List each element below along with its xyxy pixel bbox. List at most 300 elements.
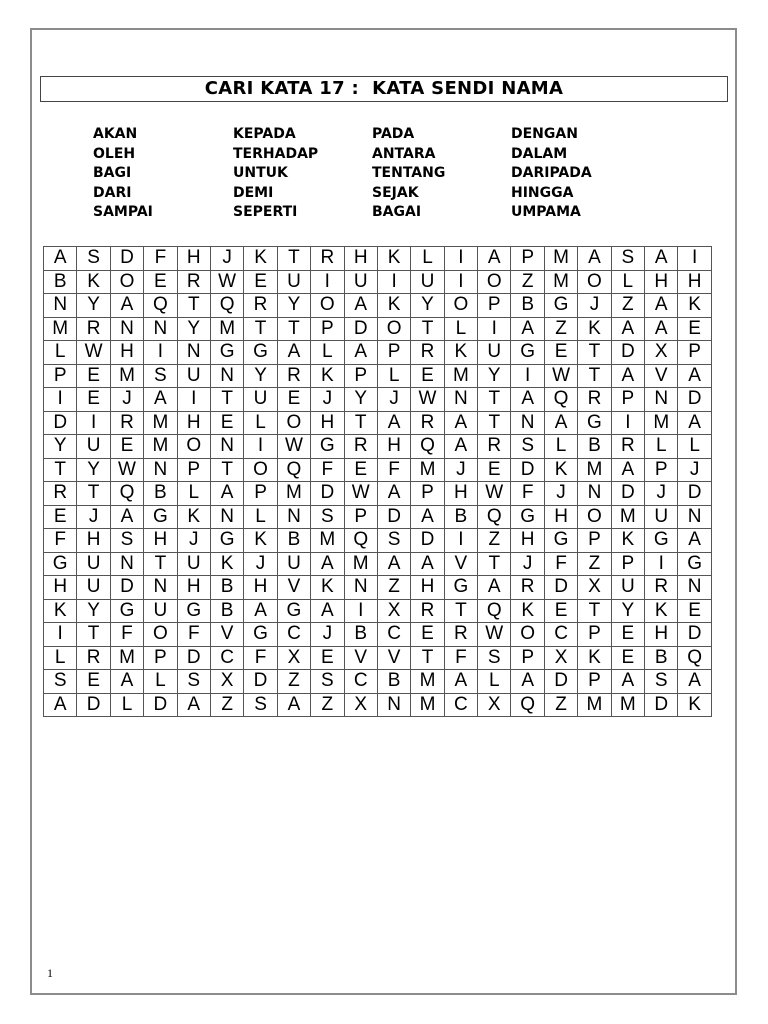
grid-cell: A bbox=[344, 341, 377, 365]
grid-cell: K bbox=[44, 599, 77, 623]
grid-cell: Y bbox=[77, 458, 110, 482]
grid-cell: R bbox=[444, 623, 477, 647]
grid-cell: E bbox=[44, 505, 77, 529]
grid-cell: P bbox=[611, 388, 644, 412]
grid-cell: A bbox=[44, 247, 77, 271]
grid-cell: L bbox=[110, 693, 143, 717]
grid-cell: K bbox=[444, 341, 477, 365]
grid-cell: A bbox=[611, 317, 644, 341]
grid-cell: K bbox=[77, 270, 110, 294]
grid-cell: Z bbox=[544, 317, 577, 341]
grid-cell: M bbox=[144, 435, 177, 459]
grid-cell: T bbox=[411, 646, 444, 670]
grid-cell: W bbox=[411, 388, 444, 412]
grid-cell: H bbox=[77, 529, 110, 553]
grid-cell: W bbox=[544, 364, 577, 388]
grid-cell: O bbox=[478, 270, 511, 294]
grid-cell: E bbox=[244, 270, 277, 294]
grid-cell: Y bbox=[244, 364, 277, 388]
grid-cell: I bbox=[444, 270, 477, 294]
grid-cell: Q bbox=[544, 388, 577, 412]
grid-cell: T bbox=[578, 599, 611, 623]
grid-cell: N bbox=[144, 458, 177, 482]
grid-cell: P bbox=[578, 529, 611, 553]
grid-cell: D bbox=[411, 529, 444, 553]
page-title: CARI KATA 17 : KATA SENDI NAMA bbox=[40, 76, 728, 102]
grid-cell: S bbox=[311, 505, 344, 529]
grid-cell: L bbox=[244, 505, 277, 529]
grid-cell: K bbox=[377, 294, 410, 318]
grid-cell: C bbox=[444, 693, 477, 717]
grid-cell: A bbox=[444, 670, 477, 694]
grid-cell: Y bbox=[611, 599, 644, 623]
word-item: SEPERTI bbox=[233, 204, 298, 220]
grid-cell: N bbox=[578, 482, 611, 506]
grid-cell: H bbox=[177, 247, 210, 271]
grid-cell: R bbox=[177, 270, 210, 294]
grid-row bbox=[44, 317, 712, 341]
grid-row bbox=[44, 411, 712, 435]
grid-cell: U bbox=[177, 552, 210, 576]
grid-cell: X bbox=[210, 670, 243, 694]
grid-row bbox=[44, 646, 712, 670]
grid-cell: S bbox=[478, 646, 511, 670]
grid-cell: F bbox=[377, 458, 410, 482]
grid-cell: M bbox=[645, 411, 678, 435]
grid-cell: P bbox=[377, 341, 410, 365]
grid-cell: L bbox=[244, 411, 277, 435]
grid-row bbox=[44, 623, 712, 647]
grid-cell: E bbox=[344, 458, 377, 482]
grid-cell: U bbox=[478, 341, 511, 365]
grid-cell: P bbox=[177, 458, 210, 482]
grid-cell: D bbox=[645, 693, 678, 717]
grid-cell: B bbox=[377, 670, 410, 694]
grid-cell: T bbox=[77, 623, 110, 647]
grid-cell: A bbox=[311, 552, 344, 576]
grid-cell: L bbox=[177, 482, 210, 506]
grid-cell: C bbox=[210, 646, 243, 670]
grid-cell: H bbox=[678, 270, 711, 294]
grid-cell: I bbox=[645, 552, 678, 576]
grid-cell: R bbox=[77, 646, 110, 670]
grid-cell: V bbox=[344, 646, 377, 670]
grid-cell: B bbox=[645, 646, 678, 670]
grid-cell: I bbox=[478, 317, 511, 341]
grid-cell: Z bbox=[544, 693, 577, 717]
grid-cell: W bbox=[210, 270, 243, 294]
grid-cell: Z bbox=[311, 693, 344, 717]
grid-cell: M bbox=[110, 364, 143, 388]
grid-cell: E bbox=[411, 623, 444, 647]
grid-cell: H bbox=[311, 411, 344, 435]
grid-cell: N bbox=[645, 388, 678, 412]
grid-cell: P bbox=[578, 623, 611, 647]
grid-cell: J bbox=[544, 482, 577, 506]
grid-cell: B bbox=[44, 270, 77, 294]
grid-cell: P bbox=[411, 482, 444, 506]
grid-cell: I bbox=[77, 411, 110, 435]
grid-cell: A bbox=[645, 247, 678, 271]
word-item: HINGGA bbox=[511, 184, 574, 201]
grid-cell: J bbox=[511, 552, 544, 576]
grid-cell: D bbox=[611, 341, 644, 365]
grid-cell: D bbox=[544, 670, 577, 694]
grid-cell: M bbox=[611, 505, 644, 529]
grid-cell: J bbox=[177, 529, 210, 553]
grid-cell: R bbox=[611, 435, 644, 459]
grid-cell: Z bbox=[511, 270, 544, 294]
grid-cell: Q bbox=[144, 294, 177, 318]
grid-cell: T bbox=[411, 317, 444, 341]
grid-cell: U bbox=[645, 505, 678, 529]
word-item: DENGAN bbox=[511, 126, 578, 142]
grid-cell: J bbox=[678, 458, 711, 482]
grid-cell: N bbox=[678, 505, 711, 529]
grid-cell: O bbox=[377, 317, 410, 341]
grid-cell: S bbox=[311, 670, 344, 694]
grid-cell: A bbox=[511, 670, 544, 694]
grid-cell: A bbox=[377, 411, 410, 435]
grid-cell: O bbox=[144, 623, 177, 647]
grid-cell: M bbox=[144, 411, 177, 435]
grid-cell: P bbox=[344, 364, 377, 388]
grid-cell: B bbox=[144, 482, 177, 506]
grid-cell: E bbox=[77, 364, 110, 388]
grid-cell: O bbox=[578, 270, 611, 294]
grid-cell: Q bbox=[478, 599, 511, 623]
grid-cell: D bbox=[344, 317, 377, 341]
grid-cell: X bbox=[578, 576, 611, 600]
grid-cell: V bbox=[645, 364, 678, 388]
grid-cell: G bbox=[511, 505, 544, 529]
grid-cell: F bbox=[144, 247, 177, 271]
grid-cell: K bbox=[244, 529, 277, 553]
grid-cell: A bbox=[478, 576, 511, 600]
grid-cell: G bbox=[210, 341, 243, 365]
grid-cell: E bbox=[678, 317, 711, 341]
word-column-3 bbox=[372, 125, 445, 223]
grid-cell: F bbox=[244, 646, 277, 670]
grid-cell: S bbox=[511, 435, 544, 459]
grid-cell: H bbox=[411, 576, 444, 600]
grid-cell: H bbox=[377, 435, 410, 459]
grid-cell: X bbox=[344, 693, 377, 717]
word-list bbox=[93, 125, 693, 225]
word-item: SAMPAI bbox=[93, 204, 153, 220]
grid-row bbox=[44, 576, 712, 600]
grid-cell: K bbox=[678, 294, 711, 318]
grid-cell: M bbox=[544, 247, 577, 271]
grid-cell: N bbox=[377, 693, 410, 717]
word-column-2 bbox=[233, 125, 318, 223]
grid-cell: G bbox=[177, 599, 210, 623]
grid-cell: Y bbox=[77, 294, 110, 318]
grid-cell: Y bbox=[277, 294, 310, 318]
word-item: BAGAI bbox=[372, 204, 422, 220]
grid-cell: A bbox=[678, 411, 711, 435]
grid-cell: G bbox=[511, 341, 544, 365]
grid-cell: I bbox=[444, 247, 477, 271]
grid-cell: M bbox=[578, 458, 611, 482]
grid-cell: M bbox=[611, 693, 644, 717]
grid-row bbox=[44, 341, 712, 365]
grid-cell: D bbox=[511, 458, 544, 482]
grid-cell: Z bbox=[478, 529, 511, 553]
grid-cell: O bbox=[177, 435, 210, 459]
grid-cell: O bbox=[244, 458, 277, 482]
grid-cell: W bbox=[478, 623, 511, 647]
grid-cell: M bbox=[210, 317, 243, 341]
word-item: SEJAK bbox=[372, 184, 419, 201]
grid-cell: J bbox=[311, 388, 344, 412]
grid-cell: U bbox=[244, 388, 277, 412]
grid-cell: W bbox=[478, 482, 511, 506]
grid-row bbox=[44, 529, 712, 553]
grid-cell: E bbox=[77, 670, 110, 694]
grid-cell: I bbox=[611, 411, 644, 435]
grid-cell: A bbox=[44, 693, 77, 717]
grid-cell: Q bbox=[478, 505, 511, 529]
grid-cell: R bbox=[645, 576, 678, 600]
grid-cell: P bbox=[511, 646, 544, 670]
grid-cell: Q bbox=[277, 458, 310, 482]
grid-cell: J bbox=[645, 482, 678, 506]
grid-cell: G bbox=[645, 529, 678, 553]
grid-cell: L bbox=[645, 435, 678, 459]
grid-cell: M bbox=[411, 670, 444, 694]
grid-cell: T bbox=[244, 317, 277, 341]
grid-cell: Z bbox=[611, 294, 644, 318]
grid-cell: C bbox=[277, 623, 310, 647]
grid-cell: H bbox=[177, 411, 210, 435]
grid-cell: R bbox=[277, 364, 310, 388]
grid-cell: N bbox=[444, 388, 477, 412]
grid-cell: D bbox=[177, 646, 210, 670]
grid-cell: D bbox=[110, 247, 143, 271]
grid-cell: T bbox=[344, 411, 377, 435]
grid-cell: N bbox=[210, 364, 243, 388]
grid-cell: J bbox=[210, 247, 243, 271]
grid-cell: Q bbox=[678, 646, 711, 670]
grid-cell: Y bbox=[478, 364, 511, 388]
word-item: DALAM bbox=[511, 145, 568, 162]
grid-cell: K bbox=[377, 247, 410, 271]
grid-cell: Q bbox=[411, 435, 444, 459]
grid-cell: A bbox=[277, 693, 310, 717]
grid-cell: P bbox=[511, 247, 544, 271]
grid-cell: P bbox=[244, 482, 277, 506]
grid-cell: D bbox=[544, 576, 577, 600]
grid-cell: A bbox=[411, 552, 444, 576]
grid-cell: D bbox=[77, 693, 110, 717]
grid-cell: U bbox=[411, 270, 444, 294]
grid-cell: A bbox=[444, 411, 477, 435]
word-item: TENTANG bbox=[372, 165, 446, 181]
grid-cell: L bbox=[611, 270, 644, 294]
grid-cell: D bbox=[678, 623, 711, 647]
grid-row bbox=[44, 388, 712, 412]
grid-cell: M bbox=[444, 364, 477, 388]
grid-cell: U bbox=[77, 552, 110, 576]
grid-cell: Y bbox=[411, 294, 444, 318]
grid-cell: T bbox=[277, 317, 310, 341]
grid-cell: S bbox=[144, 364, 177, 388]
grid-cell: F bbox=[177, 623, 210, 647]
grid-cell: S bbox=[110, 529, 143, 553]
grid-cell: A bbox=[511, 317, 544, 341]
grid-row bbox=[44, 552, 712, 576]
grid-cell: K bbox=[578, 317, 611, 341]
grid-cell: Q bbox=[210, 294, 243, 318]
grid-cell: M bbox=[344, 552, 377, 576]
grid-cell: H bbox=[645, 623, 678, 647]
grid-cell: I bbox=[311, 270, 344, 294]
word-item: UNTUK bbox=[233, 165, 288, 181]
grid-cell: B bbox=[344, 623, 377, 647]
grid-cell: H bbox=[511, 529, 544, 553]
grid-cell: G bbox=[311, 435, 344, 459]
grid-cell: H bbox=[344, 247, 377, 271]
grid-cell: H bbox=[144, 529, 177, 553]
grid-cell: J bbox=[244, 552, 277, 576]
grid-cell: A bbox=[277, 341, 310, 365]
grid-cell: T bbox=[77, 482, 110, 506]
grid-cell: A bbox=[210, 482, 243, 506]
grid-cell: I bbox=[244, 435, 277, 459]
grid-cell: A bbox=[311, 599, 344, 623]
word-item: UMPAMA bbox=[511, 204, 581, 220]
grid-cell: G bbox=[110, 599, 143, 623]
grid-row bbox=[44, 294, 712, 318]
grid-cell: I bbox=[511, 364, 544, 388]
grid-cell: T bbox=[44, 458, 77, 482]
grid-cell: K bbox=[311, 364, 344, 388]
grid-cell: R bbox=[578, 388, 611, 412]
grid-cell: S bbox=[611, 247, 644, 271]
grid-cell: J bbox=[578, 294, 611, 318]
grid-cell: A bbox=[478, 247, 511, 271]
grid-cell: L bbox=[377, 364, 410, 388]
grid-cell: M bbox=[110, 646, 143, 670]
grid-cell: E bbox=[210, 411, 243, 435]
grid-cell: E bbox=[544, 341, 577, 365]
grid-cell: U bbox=[277, 270, 310, 294]
grid-cell: N bbox=[144, 576, 177, 600]
grid-cell: E bbox=[77, 388, 110, 412]
grid-cell: A bbox=[678, 670, 711, 694]
grid-cell: O bbox=[444, 294, 477, 318]
grid-cell: G bbox=[578, 411, 611, 435]
grid-cell: B bbox=[444, 505, 477, 529]
page-number: 1 bbox=[47, 966, 53, 980]
grid-cell: N bbox=[110, 317, 143, 341]
grid-cell: C bbox=[377, 623, 410, 647]
grid-cell: A bbox=[411, 505, 444, 529]
grid-cell: L bbox=[144, 670, 177, 694]
grid-cell: N bbox=[277, 505, 310, 529]
grid-cell: O bbox=[511, 623, 544, 647]
grid-cell: W bbox=[77, 341, 110, 365]
grid-cell: I bbox=[377, 270, 410, 294]
grid-cell: H bbox=[645, 270, 678, 294]
grid-cell: U bbox=[144, 599, 177, 623]
grid-cell: D bbox=[311, 482, 344, 506]
grid-cell: A bbox=[678, 529, 711, 553]
grid-cell: A bbox=[678, 364, 711, 388]
word-item: OLEH bbox=[93, 145, 136, 162]
grid-cell: G bbox=[44, 552, 77, 576]
grid-cell: O bbox=[277, 411, 310, 435]
grid-cell: H bbox=[244, 576, 277, 600]
grid-cell: U bbox=[344, 270, 377, 294]
grid-cell: K bbox=[678, 693, 711, 717]
grid-cell: T bbox=[210, 388, 243, 412]
grid-cell: G bbox=[678, 552, 711, 576]
grid-cell: T bbox=[478, 388, 511, 412]
grid-cell: T bbox=[177, 294, 210, 318]
grid-cell: A bbox=[110, 294, 143, 318]
grid-cell: I bbox=[44, 388, 77, 412]
grid-cell: G bbox=[544, 294, 577, 318]
grid-cell: X bbox=[377, 599, 410, 623]
grid-cell: P bbox=[478, 294, 511, 318]
word-item: PADA bbox=[372, 126, 415, 142]
grid-cell: N bbox=[210, 505, 243, 529]
grid-cell: R bbox=[77, 317, 110, 341]
grid-cell: S bbox=[645, 670, 678, 694]
grid-cell: D bbox=[44, 411, 77, 435]
grid-cell: A bbox=[110, 505, 143, 529]
grid-cell: F bbox=[44, 529, 77, 553]
grid-cell: A bbox=[377, 552, 410, 576]
grid-cell: A bbox=[344, 294, 377, 318]
grid-row bbox=[44, 364, 712, 388]
grid-cell: K bbox=[210, 552, 243, 576]
grid-cell: L bbox=[411, 247, 444, 271]
grid-cell: I bbox=[678, 247, 711, 271]
grid-cell: W bbox=[110, 458, 143, 482]
grid-cell: Y bbox=[77, 599, 110, 623]
grid-cell: D bbox=[678, 388, 711, 412]
grid-cell: Q bbox=[110, 482, 143, 506]
grid-cell: K bbox=[311, 576, 344, 600]
grid-cell: D bbox=[678, 482, 711, 506]
grid-cell: U bbox=[611, 576, 644, 600]
grid-cell: M bbox=[411, 693, 444, 717]
grid-cell: K bbox=[177, 505, 210, 529]
grid-cell: G bbox=[544, 529, 577, 553]
grid-cell: I bbox=[144, 341, 177, 365]
grid-cell: L bbox=[544, 435, 577, 459]
grid-cell: D bbox=[611, 482, 644, 506]
grid-cell: W bbox=[277, 435, 310, 459]
grid-cell: A bbox=[611, 670, 644, 694]
grid-row bbox=[44, 458, 712, 482]
grid-cell: E bbox=[678, 599, 711, 623]
grid-cell: E bbox=[611, 623, 644, 647]
grid-cell: J bbox=[311, 623, 344, 647]
word-item: DEMI bbox=[233, 184, 274, 201]
grid-cell: Q bbox=[344, 529, 377, 553]
grid-cell: S bbox=[44, 670, 77, 694]
grid-cell: E bbox=[544, 599, 577, 623]
grid-row bbox=[44, 247, 712, 271]
grid-cell: B bbox=[210, 599, 243, 623]
grid-row bbox=[44, 693, 712, 717]
grid-cell: G bbox=[244, 623, 277, 647]
grid-cell: I bbox=[177, 388, 210, 412]
